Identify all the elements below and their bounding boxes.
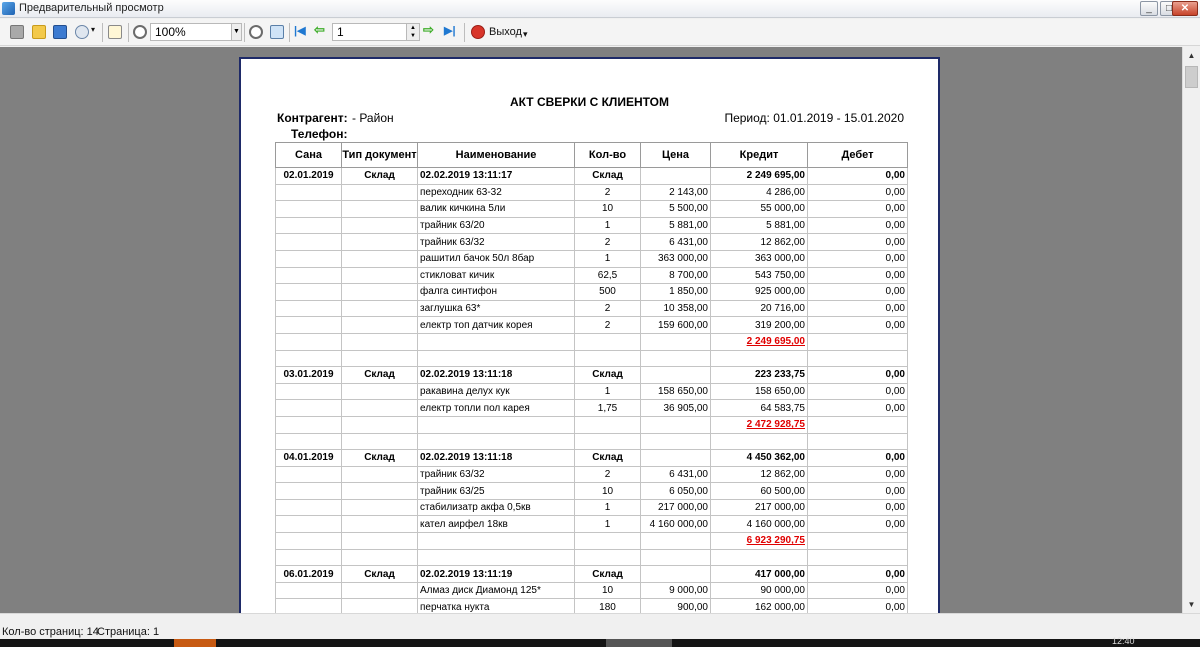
cell-doc-type [342,234,418,251]
table-row [276,499,908,516]
col-header-price: Цена [641,143,711,168]
cell-doc-type [342,416,418,433]
cell-name: 02.02.2019 13:11:18 [418,450,575,467]
toolbar-separator [244,23,245,42]
table-row [276,267,908,284]
cell-debit: 0,00 [808,184,908,201]
page-count-status: Кол-во страниц: 14 [2,626,99,638]
cell-date: 06.01.2019 [276,566,342,583]
spacer-row [276,549,908,566]
minimize-button[interactable]: _ [1140,1,1158,16]
cell-doc-type [342,433,418,450]
cell-credit: 12 862,00 [711,466,808,483]
cell-qty: 2 [575,300,641,317]
first-page-icon[interactable]: |◀ [294,25,306,37]
cell-qty: 500 [575,284,641,301]
scroll-down-icon[interactable]: ▼ [1187,600,1196,609]
cell-name: ракавина делух кук [418,383,575,400]
cell-name: стикловат кичик [418,267,575,284]
cell-qty: Склад [575,450,641,467]
cell-debit [808,416,908,433]
cell-doc-type [342,533,418,550]
cell-credit: 64 583,75 [711,400,808,417]
cell-name: кател аирфел 18кв [418,516,575,533]
cell-price [641,549,711,566]
maximize-button[interactable]: □ [1160,1,1178,16]
cell-name [418,433,575,450]
cell-qty: 1 [575,516,641,533]
cell-debit: 0,00 [808,201,908,218]
col-header-debit: Дебет [808,143,908,168]
cell-price: 158 650,00 [641,383,711,400]
cell-debit: 0,00 [808,450,908,467]
page-number-input[interactable] [332,23,420,41]
cell-qty: 1 [575,217,641,234]
cell-date: 02.01.2019 [276,168,342,185]
cell-debit: 0,00 [808,168,908,185]
table-row [276,184,908,201]
document-title: АКТ СВЕРКИ С КЛИЕНТОМ [510,95,669,109]
cell-doc-type [342,383,418,400]
zoom-value: 100% [155,25,186,39]
cell-name [418,333,575,350]
cell-qty: 2 [575,317,641,334]
cell-credit [711,433,808,450]
zoom-select[interactable] [150,23,242,41]
app-icon [2,2,15,15]
print-icon[interactable] [10,25,24,39]
cell-date [276,201,342,218]
table-row [276,582,908,599]
cell-debit [808,549,908,566]
cell-debit: 0,00 [808,267,908,284]
cell-price: 6 431,00 [641,466,711,483]
cell-name: трайник 63/32 [418,234,575,251]
table-row [276,483,908,500]
table-row [276,250,908,267]
cell-credit: 223 233,75 [711,367,808,384]
table-row [276,516,908,533]
cell-doc-type [342,350,418,367]
cell-credit: 5 881,00 [711,217,808,234]
cell-name: трайник 63/20 [418,217,575,234]
cell-doc-type: Склад [342,566,418,583]
cell-doc-type [342,599,418,613]
cell-date [276,350,342,367]
col-header-qty: Кол-во [575,143,641,168]
phone-label: Телефон: [291,127,348,141]
cell-price [641,566,711,583]
table-row [276,300,908,317]
table-body [276,168,908,614]
cell-doc-type: Склад [342,450,418,467]
table-row [276,234,908,251]
cell-date [276,582,342,599]
cell-price: 217 000,00 [641,499,711,516]
taskbar [0,636,1200,647]
title-bar [0,0,1200,18]
table-row [276,284,908,301]
cell-date [276,317,342,334]
cell-debit: 0,00 [808,466,908,483]
cell-price: 2 143,00 [641,184,711,201]
table-row [276,400,908,417]
cell-qty: 180 [575,599,641,613]
table-row [276,383,908,400]
col-header-credit: Кредит [711,143,808,168]
cell-name: 02.02.2019 13:11:19 [418,566,575,583]
cell-name: 02.02.2019 13:11:18 [418,367,575,384]
cell-date [276,549,342,566]
cell-date [276,250,342,267]
prev-page-icon[interactable]: ⇦ [314,22,325,37]
next-page-icon[interactable]: ⇨ [423,22,434,37]
cell-name: валик кичкина 5ли [418,201,575,218]
cell-name: електр топли пол карея [418,400,575,417]
cell-name: фалга синтифон [418,284,575,301]
scroll-up-icon[interactable]: ▲ [1187,51,1196,60]
cell-price: 36 905,00 [641,400,711,417]
cell-name: електр топ датчик корея [418,317,575,334]
toolbar-separator [464,23,465,42]
spacer-row [276,350,908,367]
cell-qty: 1 [575,250,641,267]
cell-qty: 2 [575,234,641,251]
cell-price [641,333,711,350]
toolbar-separator [102,23,103,42]
cell-doc-type [342,516,418,533]
cell-qty: 10 [575,483,641,500]
cell-date [276,499,342,516]
cell-credit: 60 500,00 [711,483,808,500]
cell-date [276,416,342,433]
cell-credit: 319 200,00 [711,317,808,334]
cell-debit [808,333,908,350]
cell-doc-type [342,317,418,334]
cell-credit: 4 160 000,00 [711,516,808,533]
cell-name: трайник 63/25 [418,483,575,500]
cell-price: 10 358,00 [641,300,711,317]
period-text: Период: 01.01.2019 - 15.01.2020 [724,111,904,125]
last-page-icon[interactable]: ▶| [444,25,456,37]
cell-date [276,466,342,483]
vertical-scrollbar[interactable] [1182,47,1200,613]
cell-qty: 2 [575,466,641,483]
toolbar-separator [128,23,129,42]
col-header-name: Наименование [418,143,575,168]
exit-button[interactable]: Выход [489,26,522,38]
cell-qty: 1 [575,499,641,516]
cell-price [641,416,711,433]
cell-credit: 417 000,00 [711,566,808,583]
save-icon[interactable] [53,25,67,39]
cell-price: 6 050,00 [641,483,711,500]
page-spinner[interactable]: ▲ ▼ [406,24,419,40]
subtotal-row [276,416,908,433]
cell-date [276,383,342,400]
col-header-doc-type: Тип документ [342,143,418,168]
cell-price [641,168,711,185]
table-row [276,466,908,483]
cell-credit: 12 862,00 [711,234,808,251]
cell-name: 02.02.2019 13:11:17 [418,168,575,185]
cell-date [276,400,342,417]
cell-price: 5 881,00 [641,217,711,234]
cell-credit: 158 650,00 [711,383,808,400]
cell-credit: 20 716,00 [711,300,808,317]
taskbar-clock: 12:40 [1112,636,1135,646]
page-width-icon[interactable] [270,25,284,39]
cell-credit: 4 450 362,00 [711,450,808,467]
cell-name: перчатка нукта [418,599,575,613]
cell-debit [808,533,908,550]
cell-debit: 0,00 [808,300,908,317]
cell-price [641,433,711,450]
cell-doc-type [342,217,418,234]
chevron-down-icon[interactable]: ▼ [231,24,241,40]
cell-doc-type [342,284,418,301]
page-setup-icon[interactable] [108,25,122,39]
cell-credit: 217 000,00 [711,499,808,516]
cell-price [641,533,711,550]
export-icon[interactable] [75,25,89,39]
cell-debit: 0,00 [808,483,908,500]
exit-icon[interactable] [471,25,485,39]
cell-debit: 0,00 [808,284,908,301]
cell-date [276,267,342,284]
cell-qty: Склад [575,168,641,185]
cell-credit [711,350,808,367]
cell-doc-type: Склад [342,367,418,384]
cell-debit: 0,00 [808,599,908,613]
cell-doc-type [342,300,418,317]
table-row [276,317,908,334]
subtotal-row [276,333,908,350]
cell-doc-type [342,250,418,267]
toolbar [0,19,1200,46]
cell-doc-type [342,483,418,500]
cell-date [276,483,342,500]
cell-debit: 0,00 [808,367,908,384]
cell-price [641,367,711,384]
cell-qty: 2 [575,184,641,201]
cell-name: Алмаз диск Диамонд 125* [418,582,575,599]
cell-qty [575,350,641,367]
cell-qty [575,333,641,350]
cell-date [276,333,342,350]
taskbar-active-app[interactable] [174,639,216,647]
cell-date [276,516,342,533]
cell-name [418,416,575,433]
cell-date: 03.01.2019 [276,367,342,384]
table-row [276,217,908,234]
subtotal-row [276,533,908,550]
cell-qty [575,416,641,433]
cell-debit: 0,00 [808,582,908,599]
cell-doc-type [342,400,418,417]
toolbar-separator [289,23,290,42]
open-folder-icon[interactable] [32,25,46,39]
cell-doc-type [342,201,418,218]
close-button[interactable]: ✕ [1172,1,1198,16]
cell-qty: 1 [575,383,641,400]
document-row [276,450,908,467]
cell-date: 04.01.2019 [276,450,342,467]
cell-name: заглушка 63* [418,300,575,317]
cell-price: 1 850,00 [641,284,711,301]
cell-credit: 90 000,00 [711,582,808,599]
cell-date [276,217,342,234]
cell-credit: 543 750,00 [711,267,808,284]
cell-debit: 0,00 [808,499,908,516]
preview-area[interactable] [0,47,1182,613]
cell-price: 6 431,00 [641,234,711,251]
cell-qty [575,549,641,566]
cell-doc-type [342,333,418,350]
spacer-row [276,433,908,450]
counterparty-value: - Район [352,111,394,125]
cell-price: 363 000,00 [641,250,711,267]
cell-price [641,350,711,367]
status-bar [0,613,1200,639]
subtotal-credit: 2 472 928,75 [711,416,808,433]
cell-price: 159 600,00 [641,317,711,334]
cell-qty: 62,5 [575,267,641,284]
cell-doc-type: Склад [342,168,418,185]
exit-dropdown-icon[interactable]: ▾ [523,29,528,39]
cell-doc-type [342,499,418,516]
cell-debit: 0,00 [808,516,908,533]
taskbar-app[interactable] [606,639,672,647]
cell-price: 8 700,00 [641,267,711,284]
cell-name: рашитил бачок 50л 8бар [418,250,575,267]
cell-date [276,300,342,317]
cell-debit: 0,00 [808,250,908,267]
cell-debit: 0,00 [808,217,908,234]
document-row [276,367,908,384]
cell-credit [711,549,808,566]
cell-name [418,549,575,566]
cell-qty: 10 [575,201,641,218]
cell-qty: 10 [575,582,641,599]
col-header-date: Сана [276,143,342,168]
scroll-thumb[interactable] [1185,66,1198,88]
cell-credit: 4 286,00 [711,184,808,201]
report-page [239,57,940,613]
cell-credit: 2 249 695,00 [711,168,808,185]
cell-credit: 363 000,00 [711,250,808,267]
cell-price: 9 000,00 [641,582,711,599]
cell-qty: Склад [575,367,641,384]
table-row [276,201,908,218]
cell-date [276,184,342,201]
cell-date [276,284,342,301]
cell-debit: 0,00 [808,317,908,334]
cell-qty: 1,75 [575,400,641,417]
cell-doc-type [342,184,418,201]
cell-name: стабилизатр акфа 0,5кв [418,499,575,516]
cell-date [276,599,342,613]
cell-qty: Склад [575,566,641,583]
document-row [276,168,908,185]
cell-credit: 162 000,00 [711,599,808,613]
cell-name: трайник 63/32 [418,466,575,483]
cell-name [418,533,575,550]
cell-name [418,350,575,367]
cell-price: 4 160 000,00 [641,516,711,533]
export-dropdown-icon[interactable]: ▾ [91,25,96,34]
cell-debit [808,350,908,367]
document-row [276,566,908,583]
cell-qty [575,433,641,450]
cell-price: 5 500,00 [641,201,711,218]
cell-debit: 0,00 [808,383,908,400]
zoom-icon[interactable] [133,25,147,39]
cell-price [641,450,711,467]
cell-debit: 0,00 [808,400,908,417]
counterparty-label: Контрагент: [277,111,348,125]
cell-doc-type [342,582,418,599]
zoom-fit-icon[interactable] [249,25,263,39]
subtotal-credit: 6 923 290,75 [711,533,808,550]
subtotal-credit: 2 249 695,00 [711,333,808,350]
cell-doc-type [342,267,418,284]
window-title: Предварительный просмотр [19,2,164,14]
cell-qty [575,533,641,550]
cell-date [276,433,342,450]
cell-credit: 55 000,00 [711,201,808,218]
table-header-row [276,143,908,168]
current-page-status: Страница: 1 [97,626,160,638]
cell-price: 900,00 [641,599,711,613]
cell-debit: 0,00 [808,234,908,251]
cell-date [276,533,342,550]
cell-debit: 0,00 [808,566,908,583]
cell-doc-type [342,466,418,483]
cell-credit: 925 000,00 [711,284,808,301]
cell-date [276,234,342,251]
cell-debit [808,433,908,450]
table-row [276,599,908,613]
page-number-value: 1 [337,25,344,39]
reconciliation-table [275,142,908,613]
cell-name: переходник 63-32 [418,184,575,201]
cell-doc-type [342,549,418,566]
